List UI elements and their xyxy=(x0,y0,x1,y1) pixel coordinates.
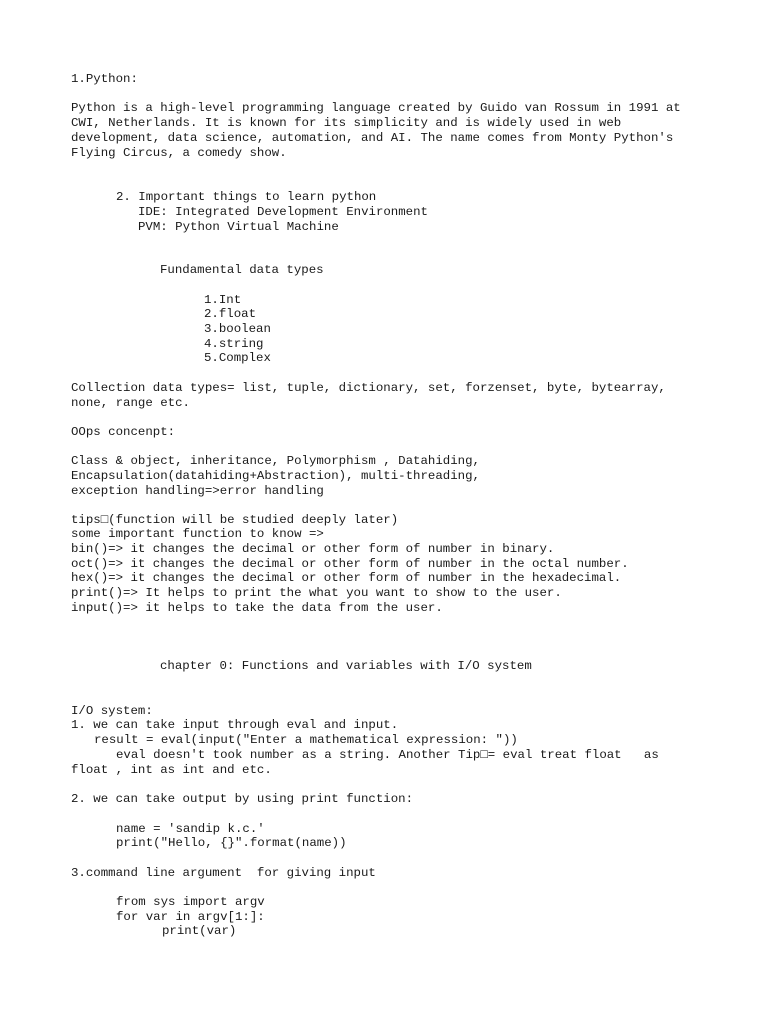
tips-line-1: tips□(function will be studied deeply later) xyxy=(71,513,399,527)
datatypes-title: Fundamental data types xyxy=(160,263,324,277)
section2-heading: 2. Important things to learn python xyxy=(116,190,377,204)
io-heading: I/O system: xyxy=(71,704,153,718)
tips-line-bin: bin()=> it changes the decimal or other form of number in binary. xyxy=(71,542,555,556)
io-point-1: 1. we can take input through eval and input. xyxy=(71,718,399,732)
collection-line-1: Collection data types= list, tuple, dictionary, set, forzenset, byte, bytearray, xyxy=(71,381,666,395)
section2-item-pvm: PVM: Python Virtual Machine xyxy=(138,220,339,234)
tips-line-oct: oct()=> it changes the decimal or other form of number in the octal number. xyxy=(71,557,629,571)
datatype-item-int: 1.Int xyxy=(204,293,242,307)
section1-para-line-1: Python is a high-level programming language created by Guido van Rossum in 1991 at xyxy=(71,101,681,115)
datatype-item-float: 2.float xyxy=(204,307,257,321)
io-note-2: float , int as int and etc. xyxy=(71,763,272,777)
section1-heading: 1.Python: xyxy=(71,72,138,86)
tips-line-2: some important function to know => xyxy=(71,527,324,541)
io-code-import: from sys import argv xyxy=(116,895,265,909)
io-code-name: name = 'sandip k.c.' xyxy=(116,822,265,836)
tips-line-input: input()=> it helps to take the data from the user. xyxy=(71,601,443,615)
datatype-item-complex: 5.Complex xyxy=(204,351,271,365)
io-code-print: print("Hello, {}".format(name)) xyxy=(116,836,347,850)
collection-line-2: none, range etc. xyxy=(71,396,190,410)
io-code-eval: result = eval(input("Enter a mathematical expression: ")) xyxy=(94,733,518,747)
section1-para-line-4: Flying Circus, a comedy show. xyxy=(71,146,287,160)
io-point-3: 3.command line argument for giving input xyxy=(71,866,376,880)
tips-line-print: print()=> It helps to print the what you want to show to the user. xyxy=(71,586,562,600)
chapter-title: chapter 0: Functions and variables with I/O system xyxy=(160,659,532,673)
tips-line-hex: hex()=> it changes the decimal or other form of number in the hexadecimal. xyxy=(71,571,622,585)
oops-line-2: Encapsulation(datahiding+Abstraction), multi-threading, xyxy=(71,469,480,483)
oops-line-1: Class & object, inheritance, Polymorphism , Datahiding, xyxy=(71,454,480,468)
oops-heading: OOps concenpt: xyxy=(71,425,176,439)
datatype-item-string: 4.string xyxy=(204,337,264,351)
section2-item-ide: IDE: Integrated Development Environment xyxy=(138,205,428,219)
section1-para-line-2: CWI, Netherlands. It is known for its simplicity and is widely used in web xyxy=(71,116,622,130)
section1-para-line-3: development, data science, automation, and AI. The name comes from Monty Python's xyxy=(71,131,674,145)
io-point-2: 2. we can take output by using print function: xyxy=(71,792,414,806)
io-note-1: eval doesn't took number as a string. Another Tip□= eval treat float as xyxy=(116,748,659,762)
oops-line-3: exception handling=>error handling xyxy=(71,484,324,498)
datatype-item-boolean: 3.boolean xyxy=(204,322,271,336)
io-code-for: for var in argv[1:]: xyxy=(116,910,265,924)
io-code-print-var: print(var) xyxy=(162,924,237,938)
